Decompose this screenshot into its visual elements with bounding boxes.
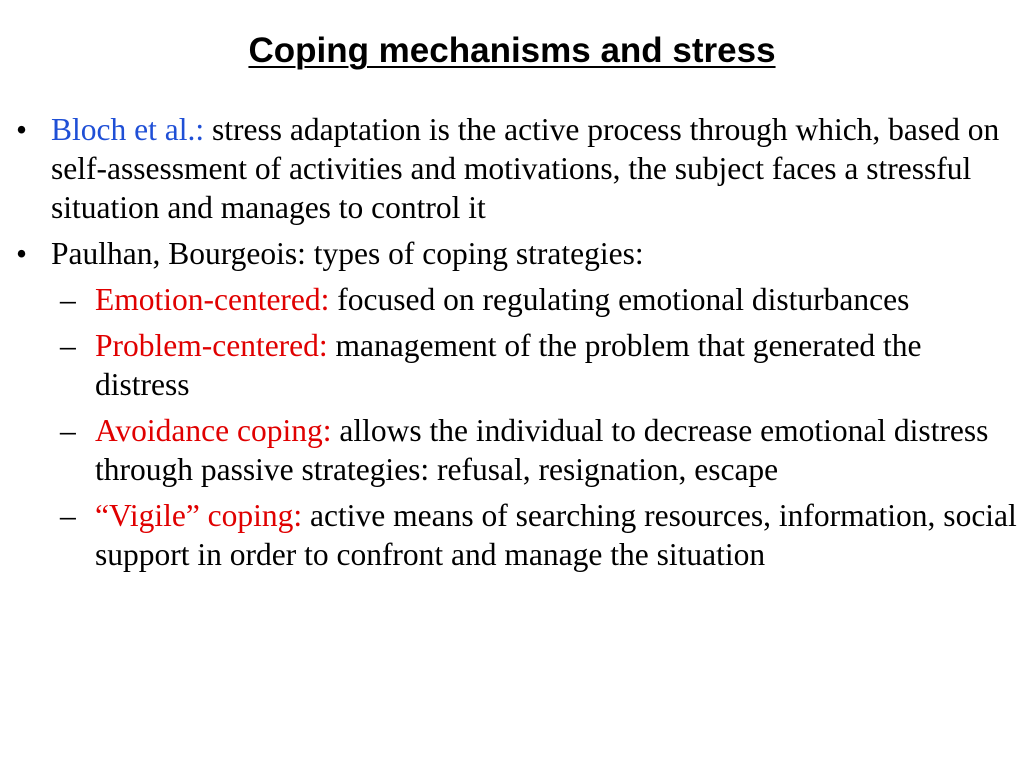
dash-marker: – [60, 328, 76, 363]
subitem-text: focused on regulating emotional disturbances [329, 282, 910, 317]
subitem-term: “Vigile” coping: [95, 498, 303, 533]
subitem-text: management of the problem that generated the distress [95, 328, 922, 402]
subitem-term: Avoidance coping: [95, 413, 332, 448]
bullet-item-paulhan [16, 234, 1022, 273]
bullet-marker: • [16, 112, 28, 147]
dash-marker: – [60, 498, 76, 533]
bullet-text: Paulhan, Bourgeois: types of coping strategies: [51, 236, 644, 271]
subitem-text: allows the individual to decrease emotional distress through passive strategies: refusal, resignation, escape [95, 413, 989, 487]
subitem-avoidance-coping [16, 411, 1022, 489]
subitem-vigile-coping [16, 496, 1022, 574]
bullet-term: Bloch et al.: [51, 112, 205, 147]
subitem-problem-centered [16, 326, 1022, 404]
bullet-item-bloch [16, 110, 1022, 227]
slide-title: Coping mechanisms and stress [248, 31, 776, 70]
dash-marker: – [60, 413, 76, 448]
slide-body [16, 110, 1022, 581]
bullet-text: stress adaptation is the active process through which, based on self-assessment of activities and motivations, the subject faces a stressful situation and manages to control it [51, 112, 1000, 225]
subitem-text: active means of searching resources, information, social support in order to confront and manage the situation [95, 498, 1017, 572]
bullet-marker: • [16, 236, 28, 271]
subitem-term: Emotion-centered: [95, 282, 330, 317]
subitem-emotion-centered [16, 280, 1022, 319]
dash-marker: – [60, 282, 76, 317]
subitem-term: Problem-centered: [95, 328, 328, 363]
